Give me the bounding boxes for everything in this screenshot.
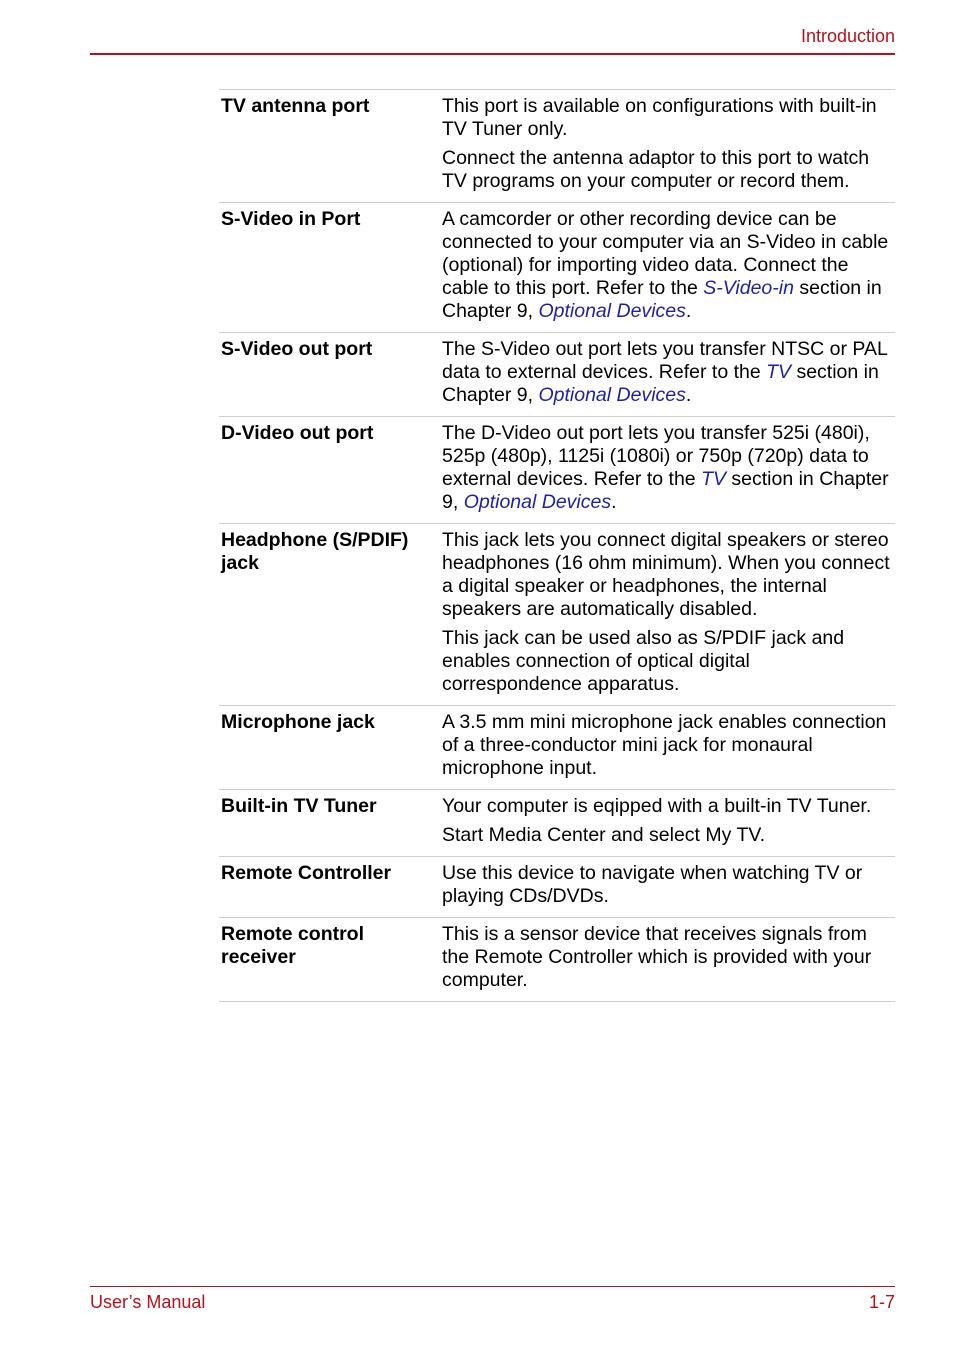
row-description	[442, 422, 895, 514]
description-paragraph	[442, 422, 891, 514]
description-paragraph	[442, 147, 891, 193]
table-row	[219, 857, 895, 918]
description-paragraph	[442, 95, 891, 141]
description-text: Your computer is eqipped with a built-in TV Tuner.	[442, 795, 872, 817]
description-text: This is a sensor device that receives signals from the Remote Controller which is provided with your computer.	[442, 923, 872, 991]
description-text: .	[611, 491, 617, 513]
running-header: Introduction	[800, 26, 895, 46]
row-description	[442, 795, 895, 847]
row-description	[442, 338, 895, 407]
description-text: The D-Video out port lets you transfer 525i (480i), 525p (480p), 1125i (1080i) or 750p (720p) data to external devices. Refer to the	[442, 422, 870, 490]
description-paragraph	[442, 923, 891, 992]
description-paragraph	[442, 862, 891, 908]
row-term: S-Video out port	[221, 338, 373, 360]
description-text: .	[685, 300, 692, 322]
description-text: section in Chapter 9,	[442, 277, 882, 322]
description-paragraph	[442, 208, 891, 323]
row-description	[442, 711, 895, 780]
description-text: The S-Video out port lets you transfer NTSC or PAL data to external devices. Refer to the	[442, 338, 888, 383]
description-text: .	[685, 384, 692, 406]
row-term: Headphone (S/PDIF) jack	[221, 529, 409, 574]
cross-reference-link[interactable]: Optional Devices	[463, 491, 612, 513]
description-paragraph	[442, 711, 891, 780]
cross-reference-link[interactable]: Optional Devices	[538, 384, 686, 406]
table-row	[219, 706, 895, 790]
description-text: This port is available on configurations with built-in TV Tuner only.	[442, 95, 877, 140]
port-description-table	[219, 89, 895, 1002]
description-text: A camcorder or other recording device can be connected to your computer via an S-Video in cable (optional) for importing video data. Connect the cable to this port. Refer to the	[442, 208, 889, 299]
description-text: section in Chapter 9,	[442, 361, 879, 406]
table-row	[219, 417, 895, 524]
row-description	[442, 862, 895, 908]
table-row	[219, 790, 895, 857]
cross-reference-link[interactable]: TV	[766, 361, 792, 383]
cross-reference-link[interactable]: TV	[701, 468, 726, 490]
row-term: D-Video out port	[221, 422, 374, 444]
table-row	[219, 203, 895, 333]
table-row	[219, 90, 895, 203]
description-paragraph	[442, 795, 891, 818]
table-row	[219, 333, 895, 417]
description-paragraph	[442, 627, 891, 696]
description-text: This jack lets you connect digital speakers or stereo headphones (16 ohm minimum). When you connect a digital speaker or headphones, the internal speakers are automatically disabled.	[442, 529, 890, 620]
row-description	[442, 529, 895, 696]
page-number: 1-7	[868, 1292, 895, 1312]
row-term: Remote Controller	[221, 862, 392, 884]
table-row	[219, 918, 895, 1002]
description-text: Start Media Center and select My TV.	[442, 824, 765, 846]
table-row	[219, 524, 895, 706]
description-text: Use this device to navigate when watching TV or playing CDs/DVDs.	[442, 862, 863, 907]
cross-reference-link[interactable]: S-Video-in	[703, 277, 794, 299]
row-term: TV antenna port	[221, 95, 370, 117]
row-term: S-Video in Port	[221, 208, 361, 230]
description-text: section in Chapter 9,	[442, 468, 889, 513]
row-description	[442, 95, 895, 193]
row-term: Microphone jack	[221, 711, 375, 733]
description-paragraph	[442, 824, 891, 847]
header-divider	[90, 53, 895, 55]
row-description	[442, 208, 895, 323]
cross-reference-link[interactable]: Optional Devices	[538, 300, 686, 322]
description-paragraph	[442, 338, 891, 407]
row-term: Built-in TV Tuner	[221, 795, 377, 817]
description-paragraph	[442, 529, 891, 621]
description-text: A 3.5 mm mini microphone jack enables connection of a three-conductor mini jack for monaural microphone input.	[442, 711, 887, 779]
description-text: This jack can be used also as S/PDIF jack and enables connection of optical digital correspondence apparatus.	[442, 627, 845, 695]
footer-manual-title: User’s Manual	[90, 1292, 206, 1312]
row-term: Remote control receiver	[221, 923, 365, 968]
row-description	[442, 923, 895, 992]
description-text: Connect the antenna adaptor to this port to watch TV programs on your computer or record them.	[442, 147, 870, 192]
footer-divider	[90, 1286, 895, 1287]
